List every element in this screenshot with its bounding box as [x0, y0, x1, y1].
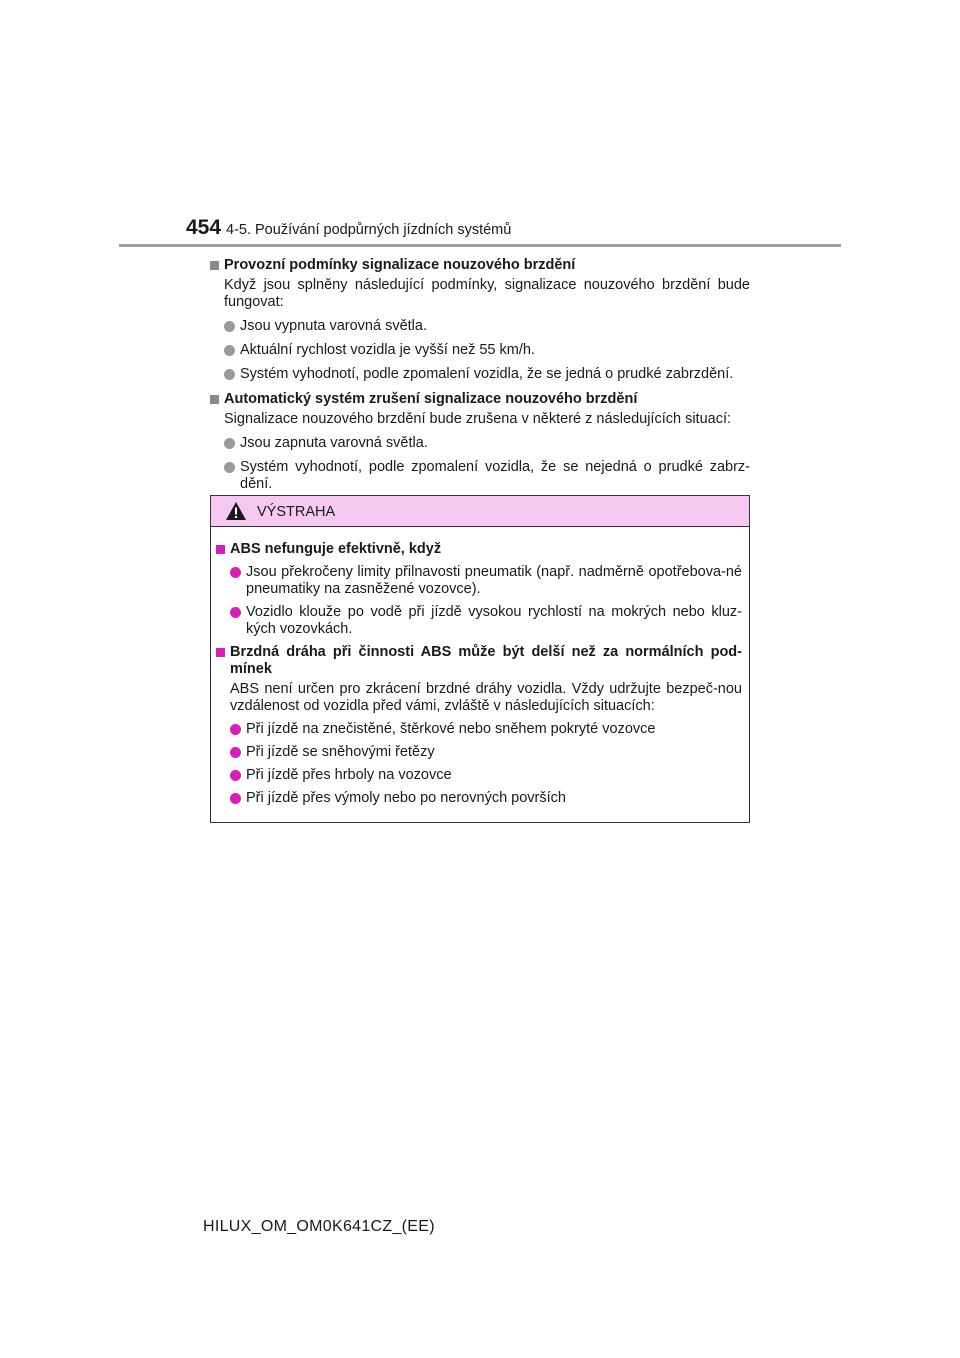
circle-bullet-icon	[224, 369, 235, 380]
list-item: Při jízdě se sněhovými řetězy	[216, 744, 742, 761]
list-item: Systém vyhodnotí, podle zpomalení vozidla, že se nejedná o prudké zabrz-dění.	[210, 459, 750, 493]
header-rule	[119, 244, 841, 247]
chapter-title: 4-5. Používání podpůrných jízdních systémů	[226, 222, 512, 238]
circle-bullet-icon	[224, 462, 235, 473]
warning-body	[211, 527, 749, 807]
warning-title: VÝSTRAHA	[257, 504, 336, 520]
main-content	[210, 254, 750, 493]
circle-bullet-icon	[230, 607, 241, 618]
circle-bullet-icon	[224, 321, 235, 332]
circle-bullet-icon	[224, 345, 235, 356]
list-item: Jsou zapnuta varovná světla.	[210, 435, 750, 452]
section-paragraph: Když jsou splněny následující podmínky, signalizace nouzového brzdění bude fungovat:	[224, 277, 750, 310]
list-item: Vozidlo klouže po vodě při jízdě vysokou rychlostí na mokrých nebo kluz-kých vozovkách.	[216, 604, 742, 638]
circle-bullet-icon	[230, 793, 241, 804]
list-item: Při jízdě přes výmoly nebo po nerovných površích	[216, 790, 742, 807]
square-bullet-icon	[210, 261, 219, 270]
square-bullet-icon	[210, 395, 219, 404]
circle-bullet-icon	[230, 747, 241, 758]
section-title	[210, 391, 750, 408]
warning-section-title: ABS nefunguje efektivně, když	[216, 541, 742, 558]
list-item: Systém vyhodnotí, podle zpomalení vozidla, že se jedná o prudké zabrzdění.	[210, 366, 750, 383]
list-item: Aktuální rychlost vozidla je vyšší než 55 km/h.	[210, 342, 750, 359]
section-title	[210, 257, 750, 274]
section-title-text: Provozní podmínky signalizace nouzového brzdění	[224, 257, 576, 273]
circle-bullet-icon	[224, 438, 235, 449]
section-paragraph: Signalizace nouzového brzdění bude zrušena v některé z následujících situací:	[224, 411, 732, 427]
warning-header	[211, 496, 749, 527]
list-item: Jsou vypnuta varovná světla.	[210, 318, 750, 335]
circle-bullet-icon	[230, 724, 241, 735]
warning-box	[210, 495, 750, 823]
list-item: Jsou překročeny limity přilnavosti pneumatik (např. nadměrně opotřebova-né pneumatiky na zasněžené vozovce).	[216, 564, 742, 598]
square-bullet-icon	[216, 545, 225, 554]
document-footer: HILUX_OM_OM0K641CZ_(EE)	[203, 1218, 435, 1235]
circle-bullet-icon	[230, 770, 241, 781]
square-bullet-icon	[216, 648, 225, 657]
circle-bullet-icon	[230, 567, 241, 578]
warning-section-title: Brzdná dráha při činnosti ABS může být delší než za normálních pod-mínek	[216, 644, 742, 678]
list-item: Při jízdě přes hrboly na vozovce	[216, 767, 742, 784]
list-item: Při jízdě na znečistěné, štěrkové nebo sněhem pokryté vozovce	[216, 721, 742, 738]
warning-paragraph: ABS není určen pro zkrácení brzdné dráhy vozidla. Vždy udržujte bezpeč-nou vzdálenost od vozidla před vámi, zvláště v následujících situacích:	[230, 681, 742, 714]
section-title-text: Automatický systém zrušení signalizace nouzového brzdění	[224, 391, 638, 407]
warning-triangle-icon	[225, 501, 247, 521]
page-number: 454	[186, 216, 222, 239]
